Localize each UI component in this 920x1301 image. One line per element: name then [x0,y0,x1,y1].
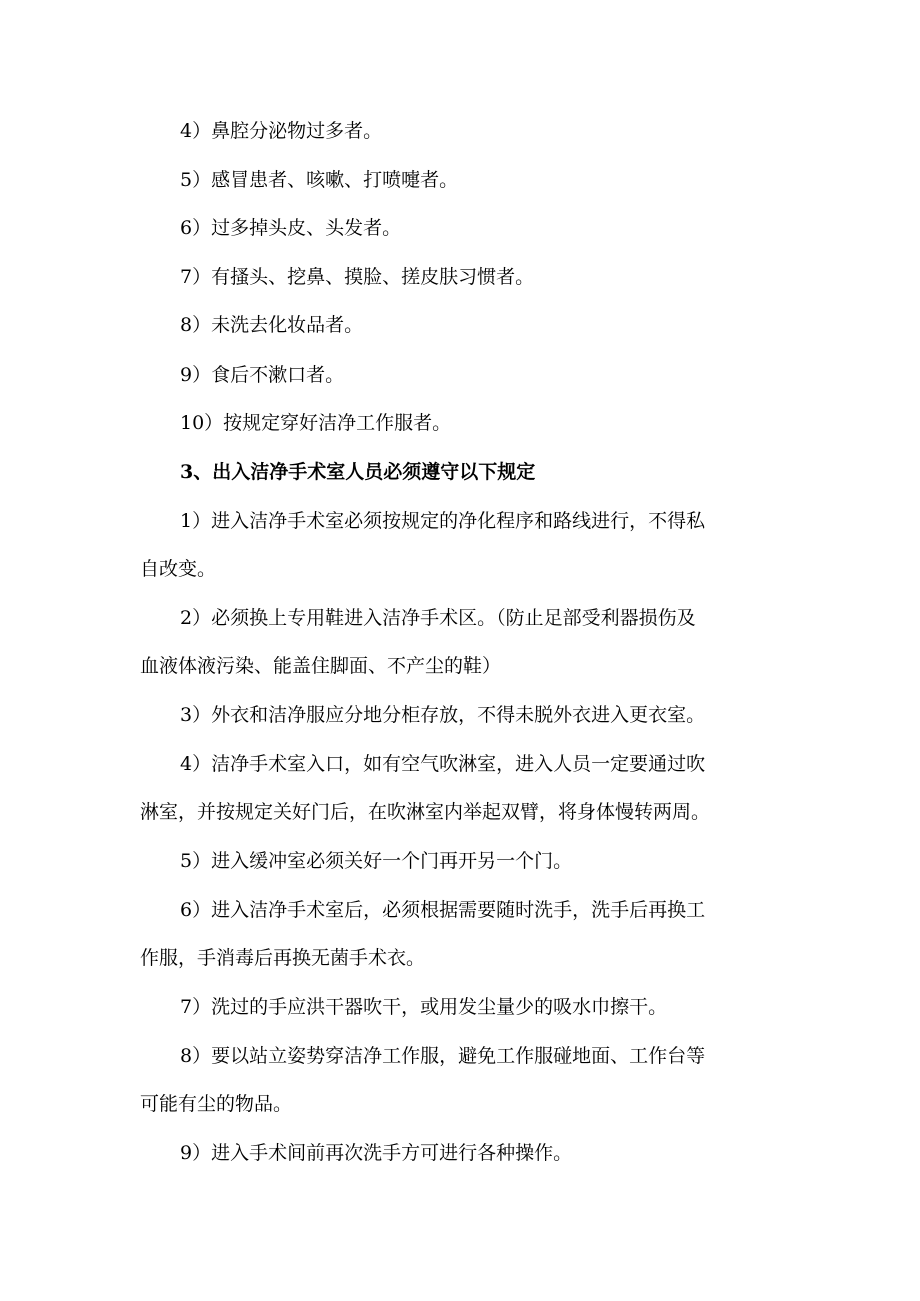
section-heading: 3、出入洁净手术室人员必须遵守以下规定 [180,461,536,483]
rule-1-line-1: 1）进入洁净手术室必须按规定的净化程序和路线进行，不得私 [180,510,706,532]
rule-5: 5）进入缓冲室必须关好一个门再开另一个门。 [180,850,573,872]
list-item-10: 10）按规定穿好洁净工作服者。 [180,412,452,434]
rule-8-line-2: 可能有尘的物品。 [140,1093,293,1115]
rule-6-line-2: 作服，手消毒后再换无菌手术衣。 [140,947,426,969]
list-item-6: 6）过多掉头皮、头发者。 [180,217,402,239]
list-item-4: 4）鼻腔分泌物过多者。 [180,120,383,142]
rule-4-line-2: 淋室，并按规定关好门后，在吹淋室内举起双臂，将身体慢转两周。 [140,801,711,823]
rule-1-line-2: 自改变。 [140,558,217,580]
list-item-7: 7）有搔头、挖鼻、摸脸、搓皮肤习惯者。 [180,266,535,288]
list-item-9: 9）食后不漱口者。 [180,364,345,386]
rule-6-line-1: 6）进入洁净手术室后，必须根据需要随时洗手，洗手后再换工 [180,899,706,921]
list-item-8: 8）未洗去化妆品者。 [180,314,364,336]
rule-8-line-1: 8）要以站立姿势穿洁净工作服，避免工作服碰地面、工作台等 [180,1045,706,1067]
rule-2-line-1: 2）必须换上专用鞋进入洁净手术区。（防止足部受利器损伤及 [180,607,696,629]
rule-3: 3）外衣和洁净服应分地分柜存放，不得未脱外衣进入更衣室。 [180,704,706,726]
rule-9: 9）进入手术间前再次洗手方可进行各种操作。 [180,1142,573,1164]
rule-7: 7）洗过的手应洪干器吹干，或用发尘量少的吸水巾擦干。 [180,996,668,1018]
rule-2-line-2: 血液体液污染、能盖住脚面、不产尘的鞋） [140,655,502,677]
list-item-5: 5）感冒患者、咳嗽、打喷嚏者。 [180,169,459,191]
rule-4-line-1: 4）洁净手术室入口，如有空气吹淋室，进入人员一定要通过吹 [180,753,706,775]
